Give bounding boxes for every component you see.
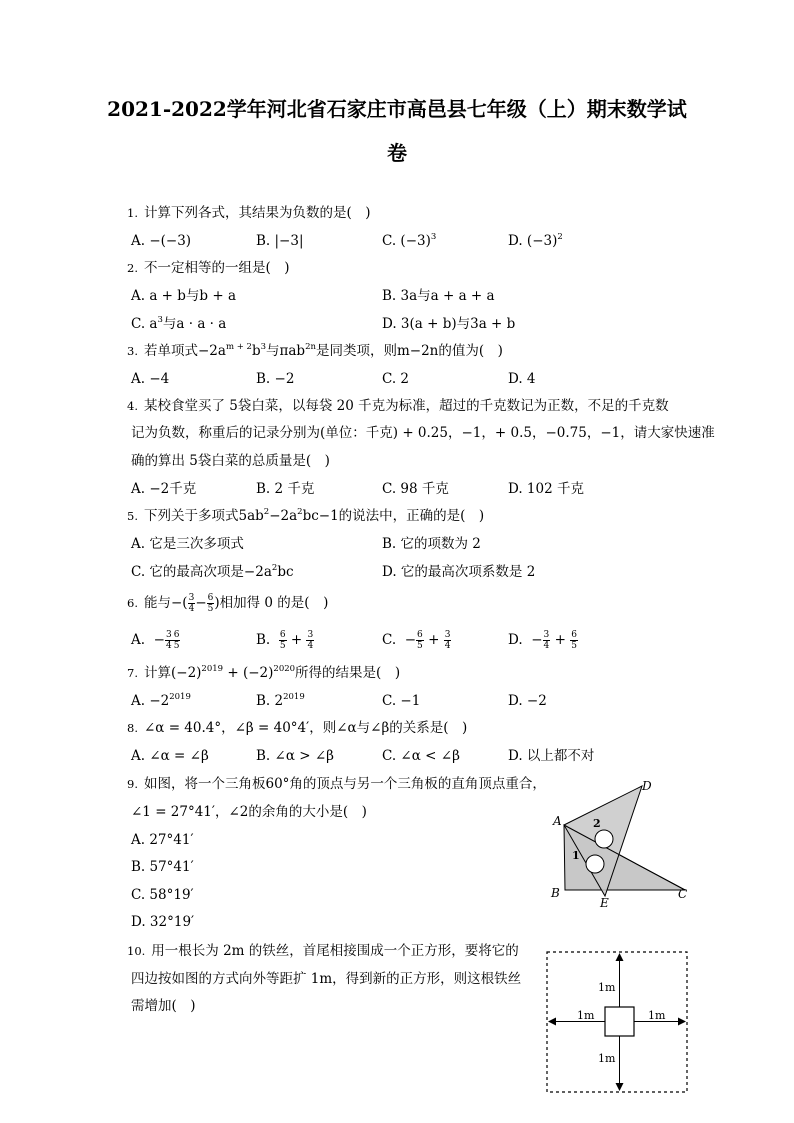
option-label: C. xyxy=(382,632,397,648)
option-exponent: 2019 xyxy=(169,692,191,702)
numerator: 3 xyxy=(165,630,172,640)
stem-exponent: 2n xyxy=(305,342,316,352)
option-exponent: 3 xyxy=(430,232,437,242)
fraction xyxy=(165,630,173,651)
sign: − xyxy=(153,632,165,648)
q8-option-a: A. ∠α = ∠β xyxy=(131,748,209,764)
option-base: A. −2 xyxy=(131,693,170,709)
option-label: A. xyxy=(131,632,146,648)
label-right-1m: 1m xyxy=(648,1009,666,1022)
q3-option-b: B. −2 xyxy=(256,371,295,387)
q7-option-d: D. −2 xyxy=(508,693,547,709)
question-2-stem xyxy=(127,259,290,277)
label-left-1m: 1m xyxy=(577,1009,595,1022)
numerator: 3 xyxy=(543,630,550,640)
label-top-1m: 1m xyxy=(598,981,616,994)
option-rest: bc xyxy=(277,564,294,580)
question-text: 计算下列各式，其结果为负数的是( ) xyxy=(143,205,371,221)
option-exponent: 2 xyxy=(557,232,563,242)
q3-option-c: C. 2 xyxy=(382,371,410,387)
original-square xyxy=(605,1007,634,1036)
q5-option-b: B. 它的项数为 2 xyxy=(382,536,481,552)
operator: + xyxy=(290,632,303,648)
q9-option-d: D. 32°19′ xyxy=(131,914,195,930)
fraction xyxy=(444,630,452,651)
label-d: D xyxy=(642,779,652,793)
angle-2-label: 2 xyxy=(593,817,601,830)
fraction xyxy=(416,630,424,651)
numerator: 3 xyxy=(188,593,195,603)
q7-option-a xyxy=(131,692,191,710)
option-base: C. a xyxy=(131,316,158,332)
q3-option-a: A. −4 xyxy=(131,371,170,387)
question-text: ∠α = 40.4°，∠β = 40°4′，则∠α与∠β的关系是( ) xyxy=(143,720,468,736)
stem-part: 与πab xyxy=(266,343,306,359)
q6-option-d xyxy=(508,627,578,653)
q2-option-c xyxy=(131,315,226,333)
question-number: 4. xyxy=(127,399,138,413)
denominator: 5 xyxy=(417,641,423,651)
question-10-stem-line1 xyxy=(127,942,519,960)
question-number: 1. xyxy=(127,206,138,220)
question-number: 5. xyxy=(127,509,138,523)
question-3-stem xyxy=(127,342,503,360)
question-number: 2. xyxy=(127,261,138,275)
question-number: 3. xyxy=(127,344,138,358)
question-7-stem xyxy=(127,664,400,682)
question-4-stem-line3: 确的算出 5袋白菜的总质量是( ) xyxy=(131,453,330,469)
question-9-stem-line1 xyxy=(127,775,546,793)
fraction xyxy=(306,630,314,651)
q5-option-c xyxy=(131,563,294,581)
numerator: 6 xyxy=(417,630,423,640)
denominator: 5 xyxy=(173,641,180,651)
q5-option-a: A. 它是三次多项式 xyxy=(131,536,244,552)
numerator: 3 xyxy=(444,630,451,640)
operator: + xyxy=(554,632,566,648)
fraction xyxy=(543,630,551,651)
question-number: 10. xyxy=(127,944,146,958)
stem-exponent: 2 xyxy=(263,507,270,517)
q7-option-b xyxy=(256,692,305,710)
question-text: 某校食堂买了 5袋白菜，以每袋 20 千克为标准，超过的千克数记为正数，不足的千克数 xyxy=(143,398,669,414)
stem-part: )相加得 0 的是( ) xyxy=(214,595,329,611)
option-label: B. xyxy=(256,632,271,648)
label-bottom-1m: 1m xyxy=(598,1052,616,1065)
q2-option-d: D. 3(a + b)与3a + b xyxy=(382,316,516,332)
denominator: 5 xyxy=(207,604,214,614)
option-base: C. 它的最高次项是−2a xyxy=(131,564,272,580)
q4-option-d: D. 102 千克 xyxy=(508,481,584,497)
denominator: 5 xyxy=(571,641,577,651)
fraction xyxy=(279,630,287,651)
question-8-stem xyxy=(127,719,467,737)
operator: + xyxy=(428,632,440,648)
stem-exponent: 2019 xyxy=(201,664,224,674)
label-e: E xyxy=(600,896,609,910)
q9-triangle-figure xyxy=(550,775,700,910)
q8-option-c: C. ∠α < ∠β xyxy=(382,748,460,764)
stem-exponent: m + 2 xyxy=(225,342,252,352)
stem-part: b xyxy=(251,343,261,359)
sign: − xyxy=(531,632,543,648)
q1-option-b: B. |−3| xyxy=(256,233,304,249)
q1-option-c xyxy=(382,232,436,250)
numerator: 3 xyxy=(307,630,314,640)
label-c: C xyxy=(678,887,688,901)
option-exponent: 3 xyxy=(157,315,163,325)
q6-option-b xyxy=(256,627,314,653)
stem-exponent: 2 xyxy=(297,507,303,517)
fraction xyxy=(570,630,578,651)
numerator: 6 xyxy=(173,630,180,640)
numerator: 6 xyxy=(571,630,577,640)
question-number: 7. xyxy=(127,666,138,680)
question-10-stem-line2: 四边按如图的方式向外等距扩 1m，得到新的正方形，则这根铁丝 xyxy=(131,971,522,987)
denominator: 4 xyxy=(165,641,172,651)
sign: − xyxy=(404,632,417,648)
stem-part: 所得的结果是( ) xyxy=(295,665,401,681)
denominator: 4 xyxy=(444,641,451,651)
q6-option-c xyxy=(382,627,451,653)
question-number: 6. xyxy=(127,596,138,610)
q1-option-a: A. −(−3) xyxy=(131,233,192,249)
option-exponent: 2 xyxy=(271,563,278,573)
stem-part: − xyxy=(195,595,207,611)
q9-option-c: C. 58°19′ xyxy=(131,887,194,903)
q6-option-a xyxy=(131,627,180,653)
q3-option-d: D. 4 xyxy=(508,371,536,387)
stem-part: 若单项式−2a xyxy=(143,343,226,359)
question-text: 不一定相等的一组是( ) xyxy=(143,260,290,276)
numerator: 6 xyxy=(207,593,214,603)
label-b: B xyxy=(551,886,560,900)
question-10-stem-line3: 需增加( ) xyxy=(131,998,196,1014)
exam-title-line1: 2021-2022学年河北省石家庄市高邑县七年级（上）期末数学试 xyxy=(107,97,687,121)
question-4-stem-line1 xyxy=(127,397,669,415)
q9-option-b: B. 57°41′ xyxy=(131,859,194,875)
denominator: 4 xyxy=(543,641,550,651)
q2-option-a: A. a + b与b + a xyxy=(131,288,237,304)
option-base: C. (−3) xyxy=(382,233,431,249)
stem-part: + (−2) xyxy=(223,665,274,681)
q4-option-a: A. −2千克 xyxy=(131,481,197,497)
fraction xyxy=(173,630,181,651)
stem-part: 能与−( xyxy=(143,595,188,611)
q2-option-b: B. 3a与a + a + a xyxy=(382,288,495,304)
q10-square-expansion-figure xyxy=(544,949,690,1095)
stem-exponent: 3 xyxy=(260,342,267,352)
option-exponent: 2019 xyxy=(283,692,305,702)
question-text: 用一根长为 2m 的铁丝，首尾相接围成一个正方形，要将它的 xyxy=(151,943,519,959)
triangle-hole-lower xyxy=(586,855,604,873)
label-a: A xyxy=(553,814,562,828)
question-1-stem xyxy=(127,204,371,222)
denominator: 5 xyxy=(279,641,286,651)
q1-option-d xyxy=(508,232,563,250)
q8-option-b: B. ∠α > ∠β xyxy=(256,748,334,764)
numerator: 6 xyxy=(279,630,286,640)
stem-exponent: 2020 xyxy=(273,664,296,674)
exam-title-line2: 卷 xyxy=(387,141,407,165)
q4-option-b: B. 2 千克 xyxy=(256,481,315,497)
option-base: D. (−3) xyxy=(508,233,558,249)
triangle-hole-upper xyxy=(595,830,613,848)
question-number: 9. xyxy=(127,777,138,791)
q8-option-d: D. 以上都不对 xyxy=(508,748,595,764)
denominator: 4 xyxy=(188,604,195,614)
stem-part: 计算(−2) xyxy=(143,665,202,681)
question-5-stem xyxy=(127,507,484,525)
question-4-stem-line2: 记为负数，称重后的记录分别为(单位：千克) + 0.25，−1，+ 0.5，−0.75，−1，请大家快速准 xyxy=(131,425,715,441)
q7-option-c: C. −1 xyxy=(382,693,421,709)
question-6-stem xyxy=(127,590,328,616)
stem-part: −2a xyxy=(269,508,298,524)
stem-part: 下列关于多项式5ab xyxy=(143,508,264,524)
denominator: 4 xyxy=(307,641,314,651)
question-9-stem-line2: ∠1 = 27°41′，∠2的余角的大小是( ) xyxy=(131,804,367,820)
question-text: 如图，将一个三角板60°角的顶点与另一个三角板的直角顶点重合， xyxy=(143,776,546,792)
stem-part: bc−1的说法中，正确的是( ) xyxy=(302,508,485,524)
option-rest: 与a · a · a xyxy=(162,316,227,332)
angle-1-label: 1 xyxy=(572,849,580,862)
q5-option-d: D. 它的最高次项系数是 2 xyxy=(382,564,536,580)
stem-part: 是同类项，则m−2n的值为( ) xyxy=(315,343,503,359)
question-number: 8. xyxy=(127,721,138,735)
option-label: D. xyxy=(508,632,523,648)
option-base: B. 2 xyxy=(256,693,284,709)
q4-option-c: C. 98 千克 xyxy=(382,481,449,497)
q9-option-a: A. 27°41′ xyxy=(131,832,194,848)
